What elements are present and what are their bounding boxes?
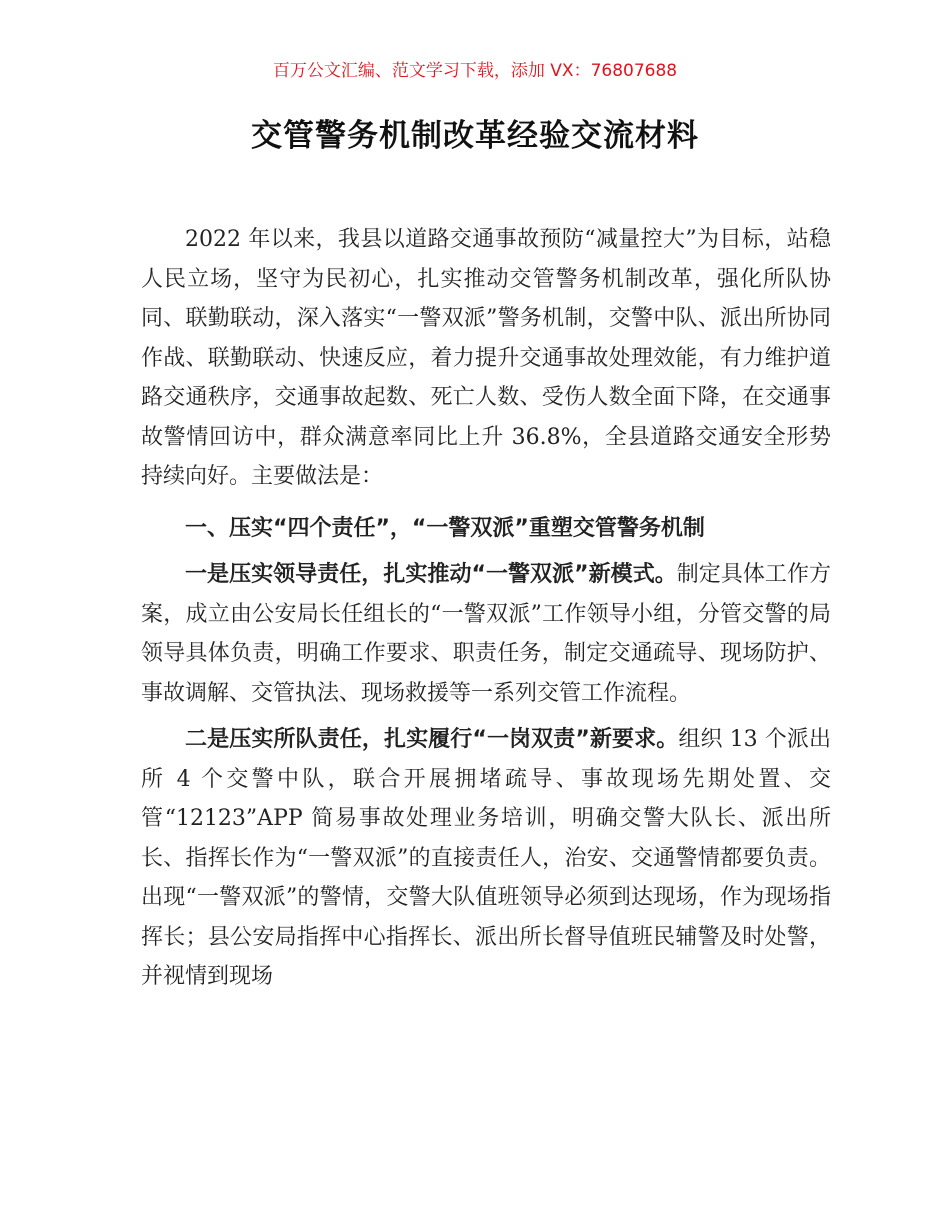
item-1-paragraph (141, 555, 831, 713)
document-title: 交管警务机制改革经验交流材料 (251, 118, 699, 154)
item-1-text: 制定具体工作方案，成立由公安局长任组长的“一警双派”工作领导小组，分管交警的局领导具体负责，明确工作要求、职责任务，制定交通疏导、现场防护、事故调解、交管执法、现场救援等一系列交管工作流程。 (141, 562, 831, 706)
section-heading-1: 一、压实“四个责任”，“一警双派”重塑交管警务机制 (185, 515, 705, 541)
item-2-paragraph (141, 720, 831, 997)
item-1-lead: 一是压实领导责任，扎实推动“一警双派”新模式。 (185, 562, 677, 587)
item-2-text: 组织 13 个派出所 4 个交警中队，联合开展拥堵疏导、事故现场先期处置、交管“12123”APP 简易事故处理业务培训，明确交警大队长、派出所长、指挥长作为“一警双派”的直接责任人，治安、交通警情都要负责。出现“一警双派”的警情，交警大队值班领导必须到达现场，作为现场指挥长；县公安局指挥中心指挥长、派出所长督导值班民辅警及时处警，并视情到现场 (141, 727, 831, 989)
document-body (141, 220, 831, 997)
intro-paragraph: 2022 年以来，我县以道路交通事故预防“减量控大”为目标，站稳人民立场，坚守为民初心，扎实推动交管警务机制改革，强化所队协同、联勤联动，深入落实“一警双派”警务机制，交警中队、派出所协同作战、联勤联动、快速反应，着力提升交通事故处理效能，有力维护道路交通秩序，交通事故起数、死亡人数、受伤人数全面下降，在交通事故警情回访中，群众满意率同比上升 36.8%，全县道路交通安全形势持续向好。主要做法是： (141, 227, 831, 489)
item-2-lead: 二是压实所队责任，扎实履行“一岗双责”新要求。 (185, 727, 679, 752)
watermark-header: 百万公文汇编、范文学习下载，添加 VX：76807688 (272, 61, 678, 81)
